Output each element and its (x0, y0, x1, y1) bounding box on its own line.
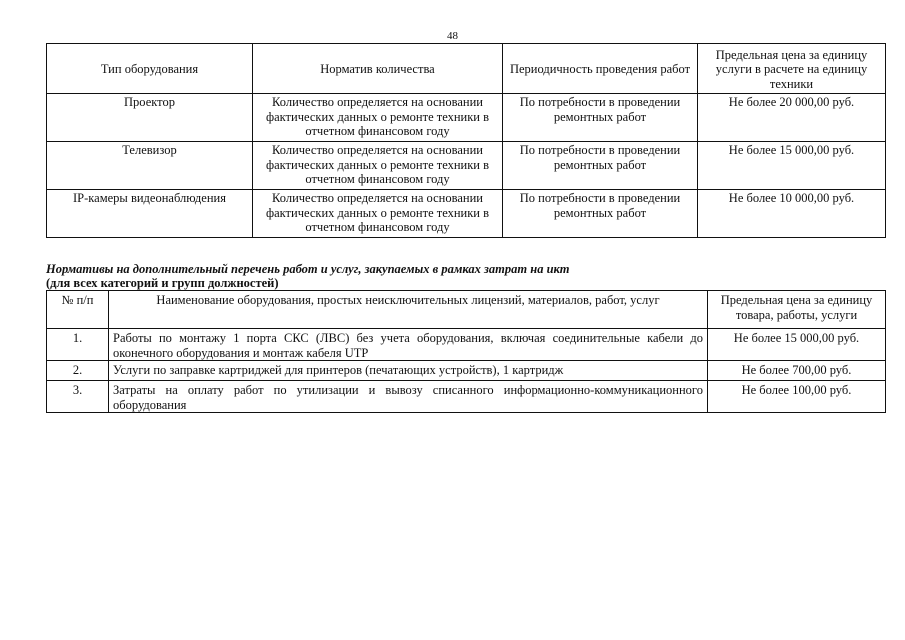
price-cell: Не более 20 000,00 руб. (698, 94, 886, 142)
table-row (47, 329, 886, 361)
periodicity-cell: По потребности в проведении ремонтных работ (503, 142, 698, 190)
table-row (47, 190, 886, 238)
quantity-norm-cell: Количество определяется на основании фактических данных о ремонте техники в отчетном финансовом году (253, 190, 503, 238)
equipment-type-cell: Проектор (47, 94, 253, 142)
item-name-cell: Услуги по заправке картриджей для принтеров (печатающих устройств), 1 картридж (109, 361, 708, 381)
header-price-limit: Предельная цена за единицу товара, работы, услуги (708, 291, 886, 329)
section-subtitle: (для всех категорий и групп должностей) (46, 276, 279, 290)
periodicity-cell: По потребности в проведении ремонтных работ (503, 190, 698, 238)
row-number-cell: 2. (47, 361, 109, 381)
quantity-norm-cell: Количество определяется на основании фактических данных о ремонте техники в отчетном финансовом году (253, 94, 503, 142)
header-item-name: Наименование оборудования, простых неисключительных лицензий, материалов, работ, услуг (109, 291, 708, 329)
item-name-cell: Затраты на оплату работ по утилизации и вывозу списанного информационно-коммуникационного оборудования (109, 381, 708, 413)
table-row (47, 94, 886, 142)
header-equipment-type: Тип оборудования (47, 44, 253, 94)
price-cell: Не более 15 000,00 руб. (698, 142, 886, 190)
equipment-repair-table (46, 43, 886, 238)
price-cell: Не более 15 000,00 руб. (708, 329, 886, 361)
periodicity-cell: По потребности в проведении ремонтных работ (503, 94, 698, 142)
item-name-cell: Работы по монтажу 1 порта СКС (ЛВС) без учета оборудования, включая соединительные кабели до оконечного оборудования и монтаж кабеля UTP (109, 329, 708, 361)
price-cell: Не более 100,00 руб. (708, 381, 886, 413)
equipment-type-cell: IP-камеры видеонаблюдения (47, 190, 253, 238)
table-row (47, 361, 886, 381)
header-periodicity: Периодичность проведения работ (503, 44, 698, 94)
row-number-cell: 1. (47, 329, 109, 361)
additional-services-table (46, 290, 886, 413)
header-quantity-norm: Норматив количества (253, 44, 503, 94)
price-cell: Не более 10 000,00 руб. (698, 190, 886, 238)
price-cell: Не более 700,00 руб. (708, 361, 886, 381)
table-row (47, 381, 886, 413)
header-row-number: № п/п (47, 291, 109, 329)
table-header-row (47, 44, 886, 94)
equipment-type-cell: Телевизор (47, 142, 253, 190)
section-title: Нормативы на дополнительный перечень работ и услуг, закупаемых в рамках затрат на икт (46, 262, 570, 276)
header-price-limit: Предельная цена за единицу услуги в расчете на единицу техники (698, 44, 886, 94)
page-number: 48 (447, 30, 458, 42)
row-number-cell: 3. (47, 381, 109, 413)
quantity-norm-cell: Количество определяется на основании фактических данных о ремонте техники в отчетном финансовом году (253, 142, 503, 190)
table-row (47, 142, 886, 190)
section-heading (46, 262, 885, 290)
table-header-row (47, 291, 886, 329)
